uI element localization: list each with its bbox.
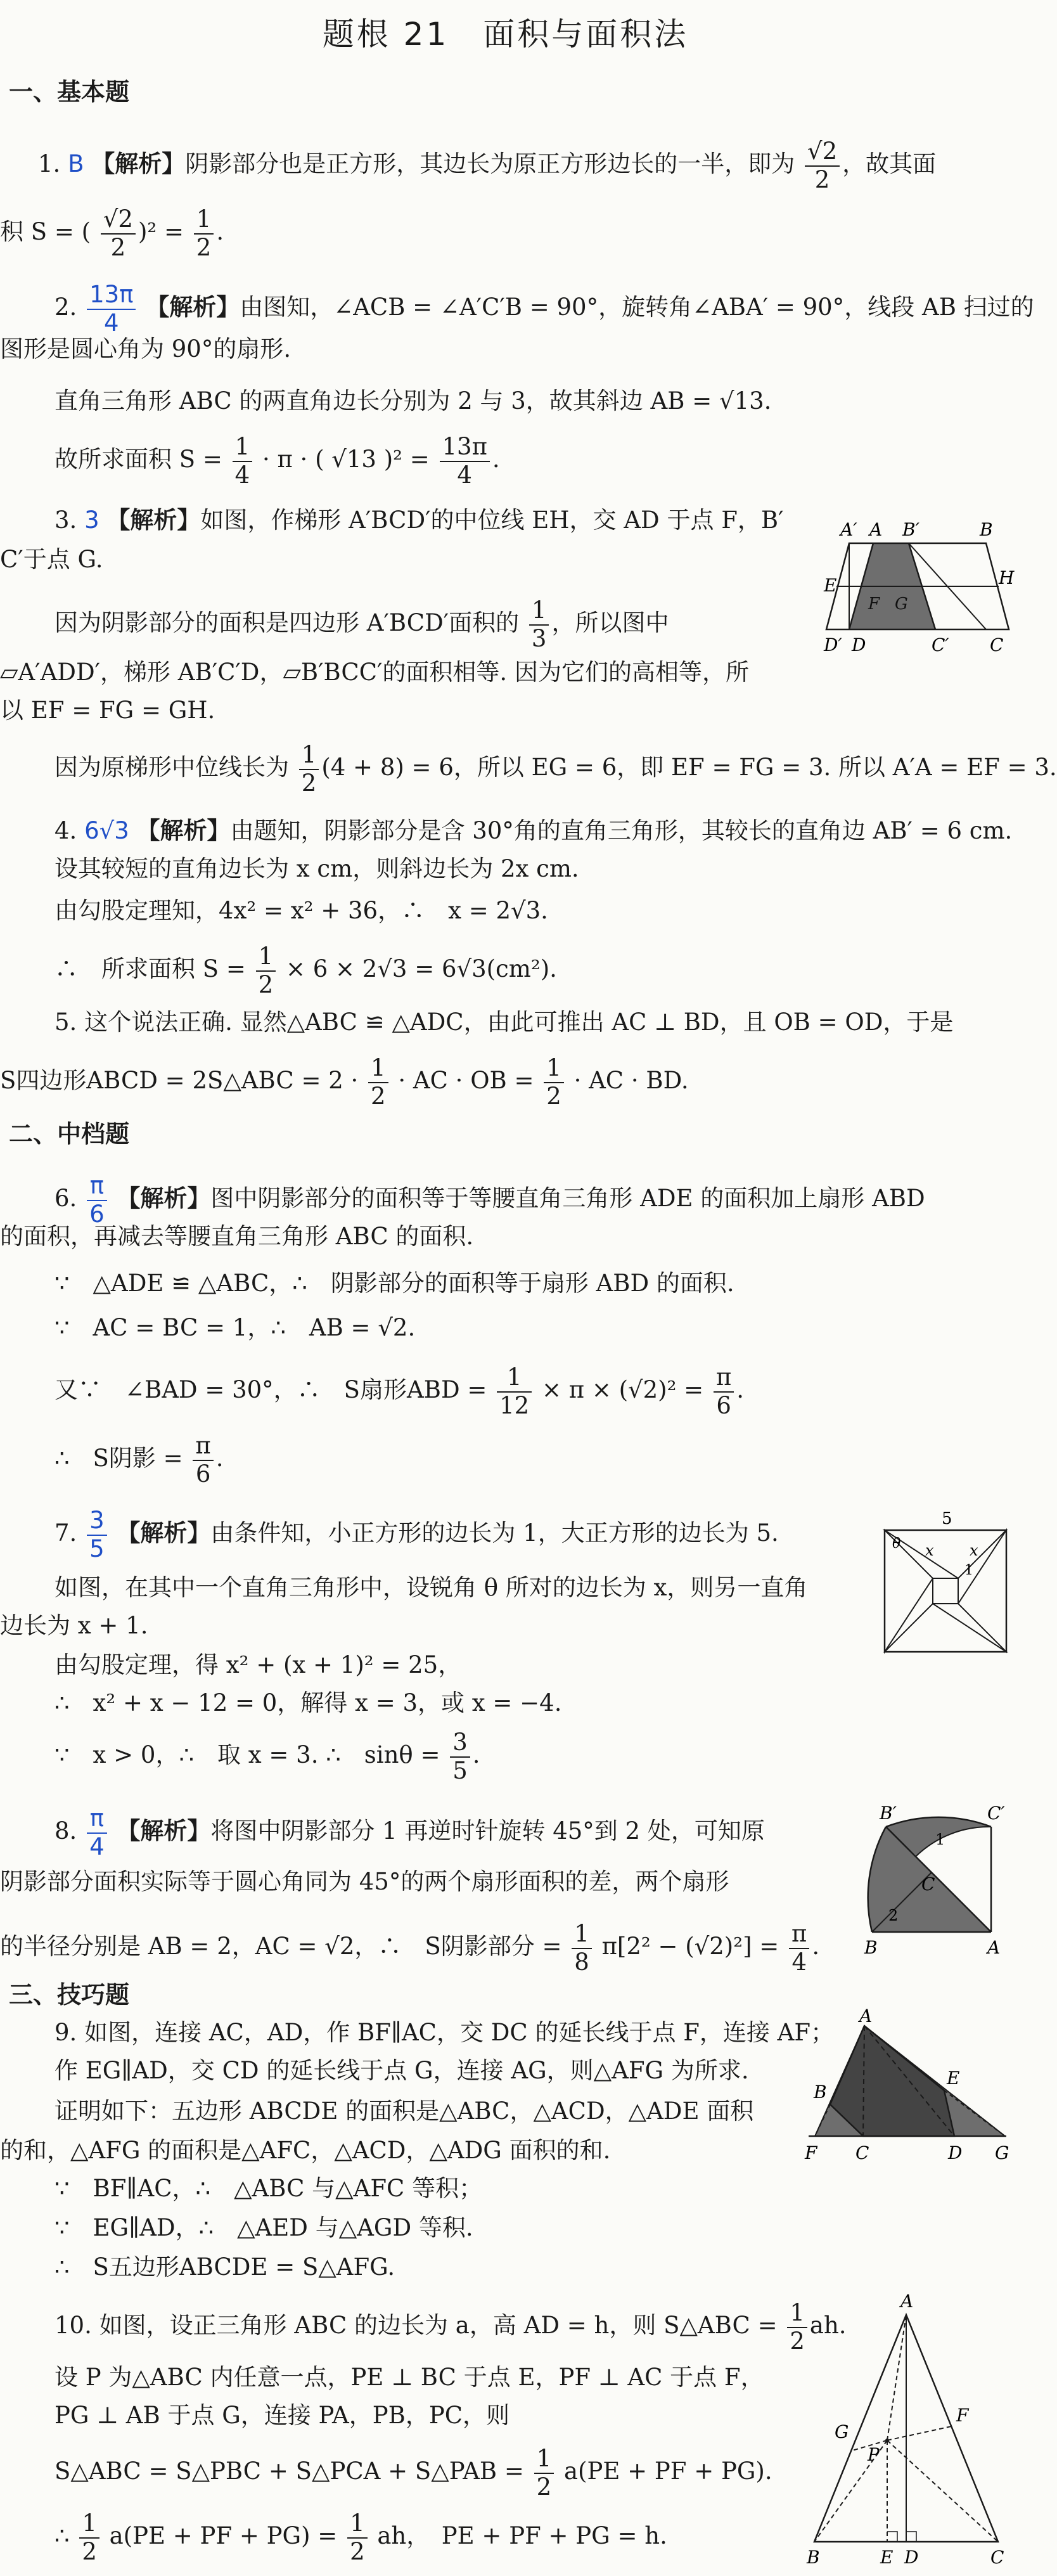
q3-text-c: 因为阴影部分的面积是四边形 A′BCD′面积的 — [54, 609, 520, 637]
q6-frac1-num: 1 — [506, 1363, 522, 1391]
q10-frac2-num: 1 — [536, 2445, 552, 2472]
q5-frac2-num: 1 — [546, 1054, 561, 1081]
q8-tag: 【解析】 — [117, 1817, 211, 1845]
q2-tag: 【解析】 — [146, 293, 240, 321]
q8-answer-num: π — [89, 1805, 104, 1832]
q4-area-end: × 6 × 2√3 = 6√3(cm²). — [285, 955, 557, 983]
q6-frac3-num: π — [195, 1432, 211, 1459]
fig10-label-E: E — [880, 2547, 894, 2568]
fig10-label-P: P — [868, 2444, 880, 2465]
q1-area-mid: )² = — [138, 218, 184, 246]
q9-line3: 证明如下：五边形 ABCDE 的面积是△ABC，△ACD，△ADE 面积 — [54, 2097, 754, 2125]
q10-frac3-den: 2 — [79, 2537, 99, 2566]
fig8-label-A: A — [987, 1937, 1001, 1958]
q1-number: 1. — [38, 150, 61, 178]
q5-frac1-num: 1 — [371, 1054, 386, 1081]
segment-PC — [887, 2440, 998, 2542]
q2-line4 — [54, 434, 500, 489]
q10-line4 — [54, 2445, 772, 2501]
q4-frac-num: 1 — [258, 943, 274, 970]
q4-line3: 由勾股定理知，4x² = x² + 36，∴ x = 2√3. — [54, 897, 548, 924]
q6-line3: ∵ △ADE ≌ △ABC，∴ 阴影部分的面积等于扇形 ABD 的面积. — [54, 1270, 734, 1297]
fig3-label-B1: B′ — [902, 519, 919, 540]
q9-line7: ∴ S五边形ABCDE = S△AFG. — [54, 2253, 395, 2281]
q1-area-frac-b-den: 2 — [194, 233, 214, 262]
q5-area-pre: S四边形ABCD = 2S△ABC = 2 · — [0, 1067, 359, 1095]
q3-text-c-end: ，所以图中 — [551, 609, 669, 637]
fig10-label-F: F — [956, 2405, 969, 2426]
q8-text-a: 将图中阴影部分 1 再逆时针旋转 45°到 2 处，可知原 — [210, 1817, 765, 1845]
fig7-label-x1: x — [925, 1542, 934, 1559]
q2-frac1-den: 4 — [233, 461, 253, 489]
q7-frac — [450, 1729, 470, 1784]
q4-line2: 设其较短的直角边长为 x cm，则斜边长为 2x cm. — [54, 855, 579, 882]
fig10-label-C: C — [990, 2547, 1004, 2568]
q2-area-mid: · π · ( √13 )² = — [262, 446, 430, 473]
q7-line6 — [54, 1729, 480, 1784]
fig9-label-C: C — [855, 2142, 869, 2163]
fig9-label-D: D — [948, 2142, 963, 2163]
segment-PF — [887, 2426, 951, 2440]
q6-answer-num: π — [89, 1172, 104, 1199]
q7-sin-pre: ∵ x > 0，∴ 取 x = 3. ∴ sinθ = — [54, 1741, 440, 1769]
q6-tag: 【解析】 — [117, 1185, 211, 1213]
fig3-label-H: H — [999, 567, 1015, 588]
fig3-label-F: F — [868, 595, 880, 614]
fig3-label-C1: C′ — [932, 634, 949, 655]
q4-answer: 6√3 — [84, 817, 129, 844]
q3-line2: C′于点 G. — [0, 546, 103, 573]
segment-PA — [887, 2315, 906, 2440]
q3-frac2-den: 2 — [299, 769, 319, 797]
fig8-label-two: 2 — [888, 1907, 899, 1924]
fig9-label-E: E — [947, 2068, 960, 2089]
fig7-label-five: 5 — [942, 1509, 952, 1528]
fig3-label-C: C — [990, 634, 1004, 655]
q7-frac-den: 5 — [450, 1756, 470, 1785]
q8-frac1 — [572, 1921, 592, 1976]
fig3-label-A1: A′ — [840, 519, 857, 540]
q9-line5: ∵ BF∥AC，∴ △ABC 与△AFC 等积； — [54, 2175, 483, 2202]
fig8-label-one: 1 — [935, 1831, 945, 1848]
q4-frac — [256, 943, 276, 998]
q6-sector-pre: 又∵ ∠BAD = 30°，∴ S扇形ABD = — [54, 1376, 487, 1404]
fig3-label-A: A — [869, 519, 883, 540]
q2-text-a: 由图知，∠ACB = ∠A′C′B = 90°，旋转角∠ABA′ = 90°，线段 AB 扫过的 — [240, 293, 1034, 321]
q1-area-end: . — [216, 218, 224, 246]
q5-line1: 5. 这个说法正确. 显然△ABC ≌ △ADC，由此可推出 AC ⊥ BD，且 OB = OD，于是 — [54, 1008, 954, 1036]
fig7-label-theta: θ — [892, 1536, 901, 1552]
q6-line1 — [54, 1173, 925, 1228]
fig7-label-one: 1 — [964, 1562, 973, 1578]
q7-line2: 如图，在其中一个直角三角形中，设锐角 θ 所对的边长为 x，则另一直角 — [54, 1574, 808, 1601]
q7-frac-num: 3 — [452, 1729, 468, 1756]
q2-answer-den: 4 — [87, 309, 136, 337]
q1-area-frac-b — [194, 206, 214, 261]
q10-frac3 — [79, 2510, 99, 2565]
q5-area-end: · AC · BD. — [573, 1067, 689, 1095]
point-P — [885, 2438, 889, 2442]
q4-line1 — [54, 818, 1012, 845]
q10-frac1-den: 2 — [787, 2327, 807, 2355]
fig10-label-D: D — [904, 2547, 919, 2568]
fig10-label-B: B — [807, 2547, 820, 2568]
fig9-label-A: A — [859, 2006, 873, 2026]
q3-text-a: 如图，作梯形 A′BCD′的中位线 EH，交 AD 于点 F，B′ — [200, 506, 784, 534]
q4-number: 4. — [54, 817, 77, 844]
q1-tag: 【解析】 — [91, 150, 186, 178]
q7-answer — [87, 1507, 107, 1562]
q8-line2: 阴影部分面积实际等于圆心角同为 45°的两个扇形面积的差，两个扇形 — [0, 1868, 729, 1895]
fig8-label-B: B — [864, 1937, 878, 1958]
fig9-label-F: F — [805, 2142, 817, 2163]
q2-frac1-num: 1 — [234, 433, 250, 460]
q2-line2: 图形是圆心角为 90°的扇形. — [0, 335, 291, 363]
right-triangle-bottom — [885, 1604, 1006, 1652]
q10-line5 — [54, 2510, 667, 2565]
q2-frac2-den: 4 — [440, 461, 490, 489]
q5-line2 — [0, 1055, 689, 1110]
q6-number: 6. — [54, 1185, 77, 1213]
q6-text-a: 图中阴影部分的面积等于等腰直角三角形 ADE 的面积加上扇形 ABD — [210, 1185, 925, 1213]
q3-tag: 【解析】 — [106, 506, 201, 534]
q2-area-frac2 — [440, 434, 490, 489]
q7-answer-num: 3 — [89, 1507, 105, 1534]
q8-area-end: . — [812, 1933, 820, 1961]
q8-frac2-num: π — [791, 1920, 807, 1947]
q4-frac-den: 2 — [256, 970, 276, 999]
q6-answer-den: 6 — [87, 1200, 107, 1228]
q1-area-frac-b-num: 1 — [196, 205, 212, 233]
q1-fraction — [805, 138, 840, 193]
q10-line3: PG ⊥ AB 于点 G，连接 PA，PB，PC，则 — [54, 2402, 510, 2429]
q1-text-end: ，故其面 — [842, 150, 937, 178]
q10-eq-end: ah， PE + PF + PG = h. — [377, 2522, 667, 2550]
q2-number: 2. — [54, 293, 77, 321]
q3-frac2-num: 1 — [301, 741, 317, 768]
q8-frac1-den: 8 — [572, 1948, 592, 1976]
q2-area-frac1 — [233, 434, 253, 489]
q7-text-a: 由条件知，小正方形的边长为 1，大正方形的边长为 5. — [210, 1519, 779, 1547]
q1-area-frac-a — [101, 206, 136, 261]
q10-frac2-den: 2 — [534, 2473, 554, 2501]
q3-answer: 3 — [84, 506, 99, 534]
q2-line3: 直角三角形 ABC 的两直角边长分别为 2 与 3，故其斜边 AB = √13. — [54, 387, 772, 415]
fig3-label-B: B — [980, 519, 993, 540]
q1-area-pre: 积 S = ( — [0, 218, 91, 246]
q2-line1 — [54, 281, 1034, 337]
fig9-label-B: B — [814, 2082, 827, 2103]
q3-frac2 — [299, 742, 319, 797]
q6-frac3-den: 6 — [193, 1460, 213, 1488]
q7-line1 — [54, 1507, 779, 1562]
q2-area-end: . — [492, 446, 500, 473]
q10-area-pre: S△ABC = S△PBC + S△PCA + S△PAB = — [54, 2457, 524, 2485]
q3-text-f-end: (4 + 8) = 6，所以 EG = 6，即 EF = FG = 3. 所以 A′A = EF = 3. — [321, 754, 1057, 782]
fig3-label-G: G — [895, 595, 908, 614]
q1-area-frac-a-den: 2 — [101, 233, 136, 262]
q6-frac1-den: 12 — [497, 1391, 532, 1420]
q6-frac2-den: 6 — [714, 1391, 734, 1420]
q8-line1 — [54, 1805, 765, 1860]
q8-frac2-den: 4 — [789, 1948, 809, 1976]
q10-text-a-end: ah. — [809, 2312, 847, 2340]
q10-area-end: a(PE + PF + PG). — [563, 2457, 772, 2485]
q6-line2: 的面积，再减去等腰直角三角形 ABC 的面积. — [0, 1223, 474, 1250]
q3-frac-den: 3 — [529, 624, 549, 653]
q10-therefore: ∴ — [54, 2522, 70, 2550]
q8-area-mid: π[2² − (√2)²] = — [601, 1933, 779, 1961]
q2-frac2-num: 13π — [442, 433, 487, 460]
q6-frac2-num: π — [715, 1363, 732, 1391]
q5-frac2-den: 2 — [544, 1082, 564, 1111]
q8-frac1-num: 1 — [574, 1920, 589, 1947]
fig3-label-D: D — [852, 634, 866, 655]
q9-line2: 作 EG∥AD，交 CD 的延长线于点 G，连接 AG，则△AFG 为所求. — [54, 2057, 749, 2084]
q6-line4: ∵ AC = BC = 1，∴ AB = √2. — [54, 1314, 416, 1341]
fig8-label-C: C — [921, 1874, 935, 1895]
q3-frac — [529, 597, 549, 652]
q10-line2: 设 P 为△ABC 内任意一点，PE ⊥ BC 于点 E，PF ⊥ AC 于点 F， — [54, 2364, 764, 2391]
q5-frac1 — [368, 1055, 388, 1110]
q7-tag: 【解析】 — [117, 1519, 211, 1547]
q6-shade-end: . — [215, 1445, 224, 1472]
q6-line5 — [54, 1364, 744, 1419]
q3-number: 3. — [54, 506, 77, 534]
q6-answer — [87, 1173, 107, 1228]
q4-line4 — [54, 943, 557, 998]
q2-area-pre: 故所求面积 S = — [54, 446, 222, 473]
fig7-label-x2: x — [970, 1542, 978, 1559]
page-title: 题根 21 面积与面积法 — [322, 16, 689, 53]
figure-equilateral-triangle — [802, 2288, 1011, 2567]
q3-line1 — [54, 507, 784, 534]
fig8-label-C1: C′ — [987, 1803, 1005, 1824]
q1-line2 — [0, 206, 224, 261]
q3-line5: 以 EF = FG = GH. — [0, 697, 215, 724]
right-angle-mark-E — [887, 2532, 897, 2542]
q6-frac2 — [714, 1364, 734, 1419]
q8-answer — [87, 1805, 107, 1860]
q7-line5: ∴ x² + x − 12 = 0，解得 x = 3，或 x = −4. — [54, 1689, 562, 1716]
q1-line1 — [38, 138, 936, 193]
q8-area-pre: 的半径分别是 AB = 2，AC = √2，∴ S阴影部分 = — [0, 1933, 562, 1961]
fig8-label-B1: B′ — [880, 1803, 897, 1824]
fig10-label-A: A — [900, 2291, 914, 2312]
section-heading-skill: 三、技巧题 — [9, 1981, 130, 2009]
right-triangle-right — [958, 1530, 1006, 1652]
q6-frac1 — [497, 1364, 532, 1419]
q3-text-f: 因为原梯形中位线长为 — [54, 754, 289, 782]
figure-sectors — [855, 1794, 1011, 1962]
q1-frac-num: √2 — [807, 138, 838, 165]
q7-line4: 由勾股定理，得 x² + (x + 1)² = 25， — [54, 1651, 462, 1678]
q1-answer: B — [68, 150, 84, 178]
q8-line3 — [0, 1921, 819, 1976]
section-heading-medium: 二、中档题 — [9, 1120, 130, 1148]
q10-frac2 — [534, 2445, 554, 2501]
q10-line1 — [54, 2300, 847, 2355]
q7-line3: 边长为 x + 1. — [0, 1612, 148, 1639]
figure-squares — [881, 1506, 1011, 1658]
q5-area-mid: · AC · OB = — [398, 1067, 534, 1095]
q10-frac4 — [347, 2510, 368, 2565]
q7-sin-end: . — [472, 1741, 480, 1769]
right-angle-mark-D — [906, 2532, 916, 2542]
q8-number: 8. — [54, 1817, 77, 1845]
q4-area-pre: ∴ 所求面积 S = — [54, 955, 246, 983]
section-heading-basic: 一、基本题 — [9, 78, 130, 106]
q10-frac4-den: 2 — [347, 2537, 368, 2566]
q10-frac4-num: 1 — [350, 2509, 365, 2537]
figure-trapezoid — [824, 517, 1015, 662]
q9-line6: ∵ EG∥AD，∴ △AED 与△AGD 等积. — [54, 2214, 473, 2241]
q10-frac3-num: 1 — [82, 2509, 97, 2537]
q1-area-frac-a-num: √2 — [103, 205, 133, 233]
q5-frac1-den: 2 — [368, 1082, 388, 1111]
q5-frac2 — [544, 1055, 564, 1110]
q10-eq-mid: a(PE + PF + PG) = — [109, 2522, 338, 2550]
q3-frac-num: 1 — [531, 596, 547, 624]
q4-text-a: 由题知，阴影部分是含 30°角的直角三角形，其较长的直角边 AB′ = 6 cm. — [230, 817, 1013, 844]
q8-frac2 — [789, 1921, 809, 1976]
q2-answer-num: 13π — [89, 281, 134, 308]
small-square — [933, 1578, 958, 1604]
q7-answer-den: 5 — [87, 1535, 107, 1563]
q9-line4: 的和，△AFG 的面积是△AFC，△ACD，△ADG 面积的和. — [0, 2137, 611, 2164]
q6-line6 — [54, 1433, 224, 1488]
right-triangle-top — [885, 1530, 1006, 1578]
figure-pentagon — [805, 2006, 1011, 2168]
q1-text-a: 阴影部分也是正方形，其边长为原正方形边长的一半，即为 — [185, 150, 795, 178]
q6-sector-end: . — [736, 1376, 745, 1404]
q7-number: 7. — [54, 1519, 77, 1547]
fig10-label-G: G — [835, 2421, 849, 2442]
q1-frac-den: 2 — [805, 165, 840, 194]
q9-line1: 9. 如图，连接 AC，AD，作 BF∥AC，交 DC 的延长线于点 F，连接 AF； — [54, 2019, 835, 2046]
q6-frac3 — [193, 1433, 213, 1488]
q3-line4: ▱A′ADD′，梯形 AB′C′D，▱B′BCC′的面积相等. 因为它们的高相等，所 — [0, 659, 749, 686]
q10-frac1-num: 1 — [790, 2299, 805, 2326]
q3-line6 — [54, 742, 1057, 797]
q4-tag: 【解析】 — [136, 817, 231, 844]
fig9-label-G: G — [995, 2142, 1009, 2163]
fig3-label-D1: D′ — [824, 634, 842, 655]
q6-shade-pre: ∴ S阴影 = — [54, 1445, 183, 1472]
q2-answer — [87, 281, 136, 337]
q8-answer-den: 4 — [87, 1832, 107, 1861]
fig3-label-E: E — [824, 575, 837, 596]
q3-line3 — [54, 597, 669, 652]
q6-sector-mid: × π × (√2)² = — [542, 1376, 704, 1404]
q10-text-a: 10. 如图，设正三角形 ABC 的边长为 a，高 AD = h，则 S△ABC = — [54, 2312, 778, 2340]
